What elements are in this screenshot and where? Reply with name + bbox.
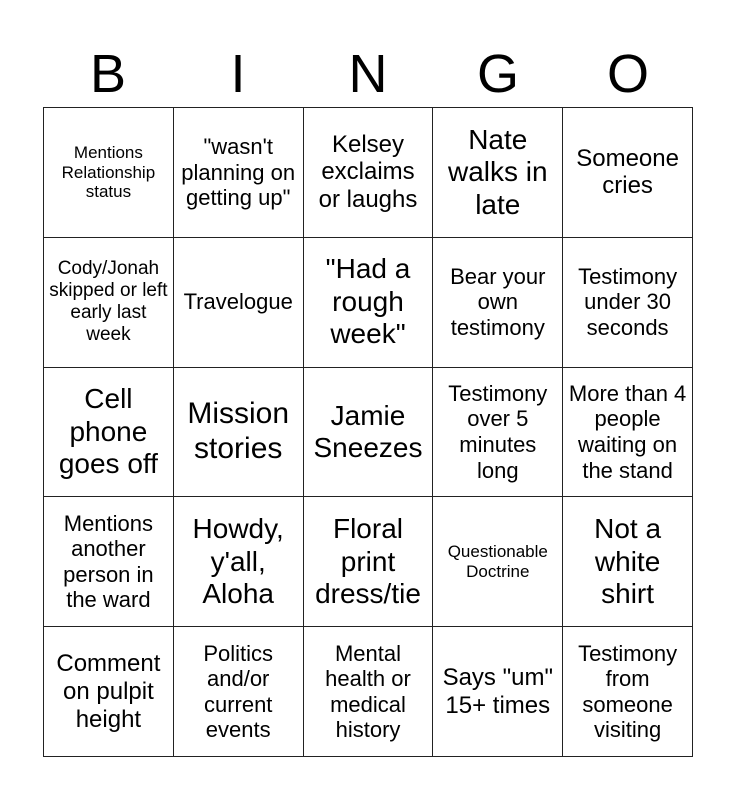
cell-text: Cell phone goes off	[58, 383, 158, 480]
cell-text: Comment on pulpit height	[56, 649, 161, 733]
cell-text: Howdy, y'all, Aloha	[192, 513, 284, 610]
cell-text: Someone cries	[576, 144, 679, 200]
bingo-cell-r2c4[interactable]	[433, 238, 563, 368]
cell-text: Testimony under 30 seconds	[578, 263, 678, 340]
cell-text: Says "um" 15+ times	[442, 663, 553, 719]
cell-text: Mentions Relationship status	[61, 142, 156, 202]
bingo-cell-r1c5[interactable]	[563, 108, 693, 238]
bingo-cell-r1c4[interactable]	[433, 108, 563, 238]
bingo-cell-r3c2[interactable]	[174, 368, 304, 498]
bingo-cell-r4c2[interactable]	[174, 497, 304, 627]
cell-text: Nate walks in late	[447, 123, 548, 220]
cell-text: Questionable Doctrine	[447, 542, 548, 581]
bingo-cell-r4c5[interactable]	[563, 497, 693, 627]
cell-text: More than 4 people waiting on the stand	[568, 380, 687, 483]
cell-text: Kelsey exclaims or laughs	[318, 130, 418, 214]
cell-text: Bear your own testimony	[450, 263, 546, 340]
header-letter-o: O	[606, 44, 649, 104]
cell-text: Testimony from someone visiting	[578, 640, 678, 743]
cell-text: Testimony over 5 minutes long	[448, 380, 548, 483]
bingo-cell-r2c3[interactable]	[304, 238, 434, 368]
header-letter-b: B	[89, 44, 127, 104]
bingo-cell-r2c2[interactable]	[174, 238, 304, 368]
bingo-cell-r5c5[interactable]	[563, 627, 693, 757]
bingo-cell-r5c4[interactable]	[433, 627, 563, 757]
cell-text: Travelogue	[183, 289, 293, 315]
bingo-header	[43, 40, 693, 108]
header-letter-g: G	[476, 44, 519, 104]
bingo-cell-r3c4[interactable]	[433, 368, 563, 498]
bingo-cell-r4c4[interactable]	[433, 497, 563, 627]
bingo-cell-r4c3[interactable]	[304, 497, 434, 627]
bingo-cell-r1c2[interactable]	[174, 108, 304, 238]
bingo-cell-r3c5[interactable]	[563, 368, 693, 498]
bingo-cell-r5c3[interactable]	[304, 627, 434, 757]
cell-text: Not a white shirt	[594, 513, 662, 610]
bingo-cell-r4c1[interactable]	[44, 497, 174, 627]
cell-text: Mission stories	[187, 397, 290, 465]
header-letter-n: N	[348, 44, 388, 104]
cell-text: Mental health or medical history	[325, 640, 411, 743]
cell-text: Mentions another person in the ward	[63, 510, 154, 613]
cell-text: "Had a rough week"	[325, 253, 411, 350]
header-letter-i: I	[230, 44, 246, 104]
cell-text: Floral print dress/tie	[315, 513, 421, 610]
bingo-cell-r2c1[interactable]	[44, 238, 174, 368]
cell-text: Jamie Sneezes	[313, 399, 423, 463]
bingo-cell-r5c2[interactable]	[174, 627, 304, 757]
bingo-cell-r3c1[interactable]	[44, 368, 174, 498]
bingo-cell-r2c5[interactable]	[563, 238, 693, 368]
bingo-board	[43, 107, 693, 757]
bingo-cell-r1c1[interactable]	[44, 108, 174, 238]
cell-text: Politics and/or current events	[203, 640, 274, 743]
bingo-cell-r1c3[interactable]	[304, 108, 434, 238]
cell-text: Cody/Jonah skipped or left early last week	[49, 258, 168, 346]
bingo-cell-r5c1[interactable]	[44, 627, 174, 757]
bingo-cell-r3c3[interactable]	[304, 368, 434, 498]
cell-text: "wasn't planning on getting up"	[181, 134, 296, 211]
